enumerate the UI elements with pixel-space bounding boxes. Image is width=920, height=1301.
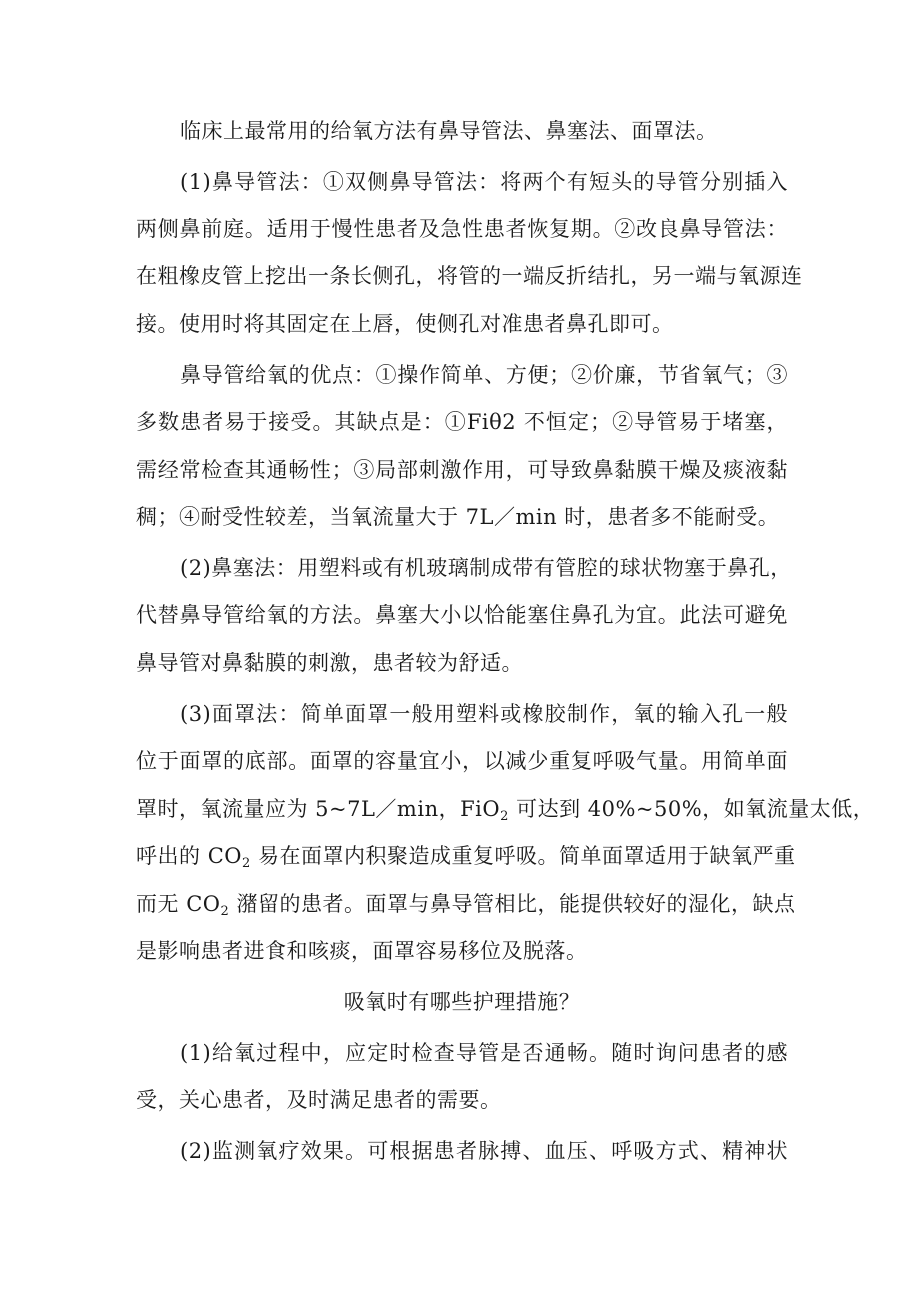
paragraph-line: 两侧鼻前庭。适用于慢性患者及急性患者恢复期。②改良鼻导管法： [136, 217, 788, 241]
paragraph-line: 是影响患者进食和咳痰，面罩容易移位及脱落。 [136, 939, 588, 963]
intro-line: 临床上最常用的给氧方法有鼻导管法、鼻塞法、面罩法。 [180, 119, 718, 143]
paragraph-line: 而无 $CO_2$ 潴留的患者。面罩与鼻导管相比，能提供较好的湿化，缺点 [136, 892, 796, 919]
paragraph-line: 在粗橡皮管上挖出一条长侧孔，将管的一端反折结扎，另一端与氧源连 [136, 264, 803, 288]
paragraph-line: (3)面罩法：简单面罩一般用塑料或橡胶制作，氧的输入孔一般 [180, 702, 788, 726]
paragraph-line: 位于面罩的底部。面罩的容量宜小，以减少重复呼吸气量。用简单面 [136, 749, 788, 773]
paragraph-line: 稠；④耐受性较差，当氧流量大于 7L／min 时，患者多不能耐受。 [136, 505, 780, 529]
paragraph-line: (1)鼻导管法：①双侧鼻导管法：将两个有短头的导管分别插入 [180, 170, 788, 194]
paragraph-line: 呼出的 $CO_2$ 易在面罩内积聚造成重复呼吸。简单面罩适用于缺氧严重 [136, 844, 796, 871]
paragraph-line: 需经常检查其通畅性；③局部刺激作用，可导致鼻黏膜干燥及痰液黏 [136, 458, 788, 482]
section-heading: 吸氧时有哪些护理措施？ [343, 990, 581, 1014]
paragraph-line: 受，关心患者，及时满足患者的需要。 [136, 1088, 502, 1112]
paragraph-line: 鼻导管对鼻黏膜的刺激，患者较为舒适。 [136, 651, 523, 675]
paragraph-line: 鼻导管给氧的优点：①操作简单、方便；②价廉，节省氧气；③ [180, 363, 788, 387]
paragraph-line: (1)给氧过程中，应定时检查导管是否通畅。随时询问患者的感 [180, 1041, 788, 1065]
paragraph-line: 多数患者易于接受。其缺点是：①Fiθ2 不恒定；②导管易于堵塞， [136, 410, 788, 434]
paragraph-line: 接。使用时将其固定在上唇，使侧孔对准患者鼻孔即可。 [136, 312, 674, 336]
paragraph-line: (2)鼻塞法：用塑料或有机玻璃制成带有管腔的球状物塞于鼻孔， [180, 556, 792, 580]
paragraph-line: (2)监测氧疗效果。可根据患者脉搏、血压、呼吸方式、精神状 [180, 1139, 788, 1163]
paragraph-line: 罩时，氧流量应为 5~7L／min，FiO$_2$ 可达到 40%~50%，如氧流量太低， [136, 797, 875, 824]
paragraph-line: 代替鼻导管给氧的方法。鼻塞大小以恰能塞住鼻孔为宜。此法可避免 [136, 603, 788, 627]
